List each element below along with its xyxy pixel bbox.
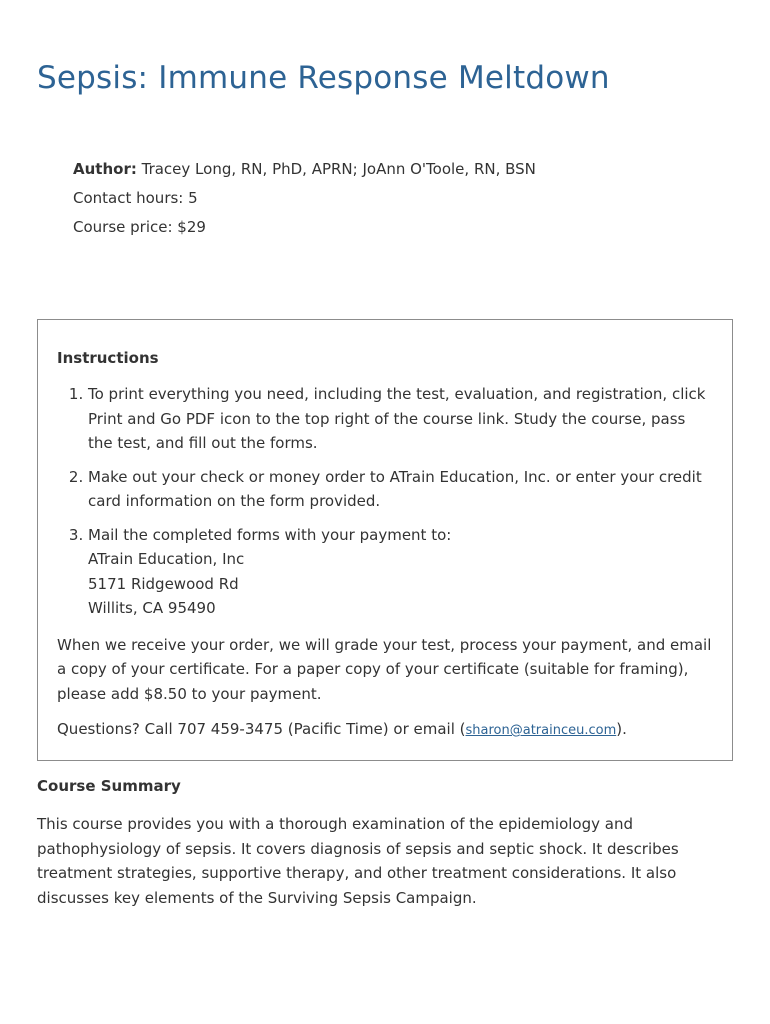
questions-suffix: ). (616, 720, 627, 738)
address-line-3: Willits, CA 95490 (88, 599, 216, 617)
instruction-step-3 (88, 523, 714, 621)
contact-hours: Contact hours: 5 (73, 189, 198, 207)
course-price: Course price: $29 (73, 218, 206, 236)
questions-paragraph (57, 717, 714, 744)
instruction-step-1: 1. To print everything you need, including the test, evaluation, and registration, click Print and Go PDF icon to the top right of the course link. Study the course, pass the test, and fill out the forms. (88, 382, 714, 456)
page-title: Sepsis: Immune Response Meltdown (37, 60, 610, 96)
questions-prefix: Questions? Call 707 459-3475 (Pacific Time) or email ( (57, 720, 466, 738)
course-meta (73, 155, 536, 242)
instruction-step-2: 2. Make out your check or money order to ATrain Education, Inc. or enter your credit card information on the form provided. (88, 465, 714, 514)
email-link[interactable]: sharon@atrainceu.com (465, 723, 617, 738)
instructions-box (37, 319, 733, 761)
address-line-1: ATrain Education, Inc (88, 550, 245, 568)
address-line-2: 5171 Ridgewood Rd (88, 574, 239, 593)
author-line (73, 155, 536, 184)
order-paragraph: When we receive your order, we will grade your test, process your payment, and email a copy of your certificate. For a paper copy of your certificate (suitable for framing), please add $8.50 to your payment. (57, 635, 712, 703)
step-3-intro: 3. Mail the completed forms with your payment to: (88, 525, 452, 544)
instructions-heading: Instructions (57, 349, 159, 367)
author-value: Tracey Long, RN, PhD, APRN; JoAnn O'Toole, RN, BSN (136, 160, 536, 178)
instructions-steps (57, 382, 714, 621)
author-label: Author: (73, 160, 137, 178)
course-summary-heading: Course Summary (37, 777, 181, 795)
course-summary-text: This course provides you with a thorough examination of the epidemiology and pathophysiology of sepsis. It covers diagnosis of sepsis and septic shock. It describes treatment strategies, supportive therapy, and other treatment considerations. It also discusses key elements of the Surviving Sepsis Campaign. (37, 815, 679, 907)
